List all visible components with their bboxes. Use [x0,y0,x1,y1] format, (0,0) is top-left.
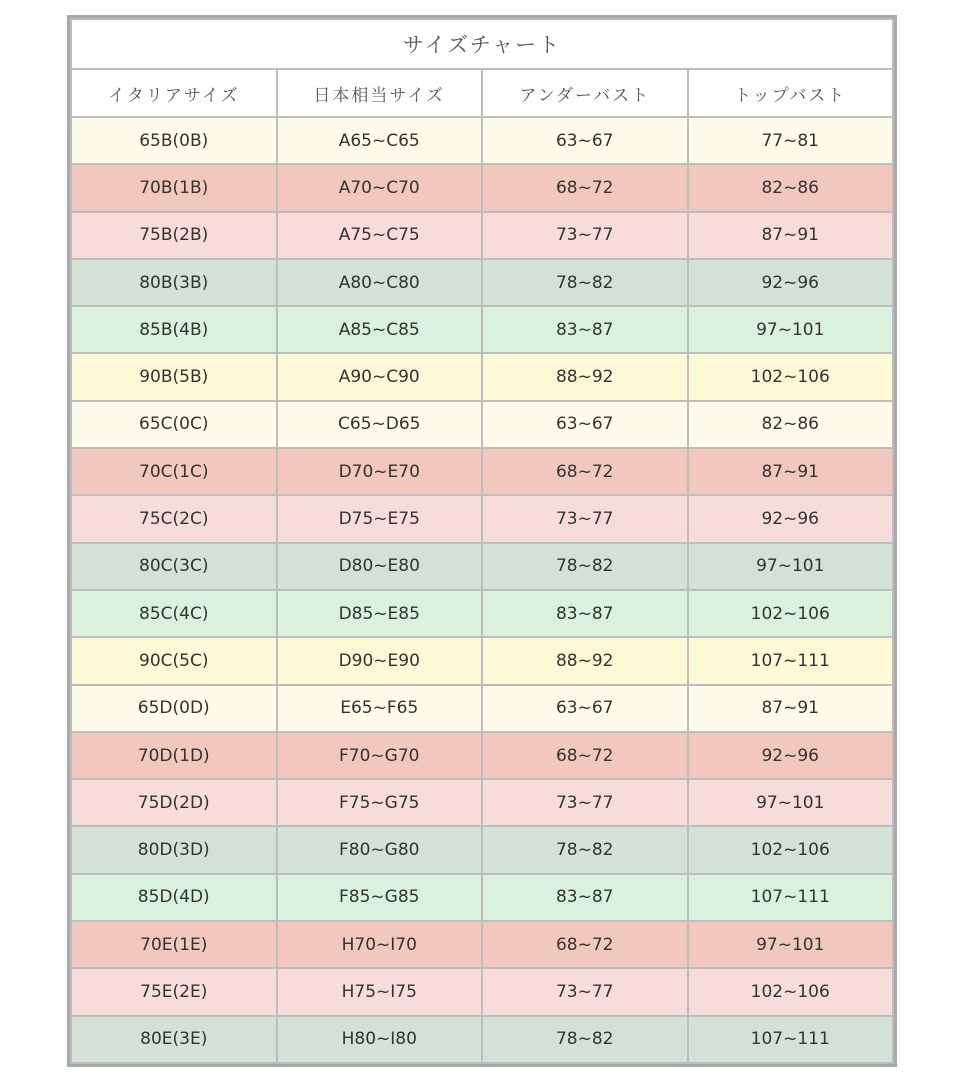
japan-size-cell: E65~F65 [277,685,483,732]
japan-size-cell: D75~E75 [277,495,483,542]
topbust-cell: 92~96 [688,495,894,542]
topbust-cell: 102~106 [688,968,894,1015]
table-row [71,826,893,873]
japan-size-cell: A90~C90 [277,353,483,400]
table-row [71,164,893,211]
italy-size-cell: 75E(2E) [71,968,277,1015]
japan-size-cell: H75~I75 [277,968,483,1015]
table-row [71,779,893,826]
underbust-cell: 78~82 [482,826,688,873]
japan-size-cell: A65~C65 [277,117,483,164]
italy-size-cell: 75B(2B) [71,212,277,259]
underbust-cell: 78~82 [482,543,688,590]
italy-size-cell: 65D(0D) [71,685,277,732]
italy-size-cell: 70E(1E) [71,921,277,968]
japan-size-cell: F75~G75 [277,779,483,826]
japan-size-cell: D90~E90 [277,637,483,684]
table-row [71,353,893,400]
underbust-cell: 88~92 [482,353,688,400]
underbust-cell: 73~77 [482,968,688,1015]
underbust-cell: 73~77 [482,495,688,542]
topbust-cell: 107~111 [688,1016,894,1063]
japan-size-cell: D85~E85 [277,590,483,637]
japan-size-cell: A80~C80 [277,259,483,306]
chart-title: サイズチャート [71,19,893,69]
topbust-cell: 97~101 [688,306,894,353]
underbust-cell: 68~72 [482,732,688,779]
japan-size-cell: H70~I70 [277,921,483,968]
topbust-cell: 87~91 [688,448,894,495]
japan-size-cell: A85~C85 [277,306,483,353]
table-row [71,1016,893,1063]
underbust-cell: 73~77 [482,779,688,826]
table-row [71,637,893,684]
italy-size-cell: 80B(3B) [71,259,277,306]
underbust-cell: 73~77 [482,212,688,259]
japan-size-cell: D80~E80 [277,543,483,590]
japan-size-cell: F80~G80 [277,826,483,873]
table-row [71,543,893,590]
italy-size-cell: 85D(4D) [71,874,277,921]
header-topbust: トップバスト [688,69,894,117]
table-row [71,448,893,495]
italy-size-cell: 70C(1C) [71,448,277,495]
italy-size-cell: 65B(0B) [71,117,277,164]
table-row [71,732,893,779]
title-row [71,19,893,69]
header-underbust: アンダーバスト [482,69,688,117]
table-row [71,306,893,353]
underbust-cell: 88~92 [482,637,688,684]
topbust-cell: 102~106 [688,353,894,400]
italy-size-cell: 75C(2C) [71,495,277,542]
underbust-cell: 68~72 [482,448,688,495]
table-row [71,495,893,542]
topbust-cell: 97~101 [688,543,894,590]
header-japan-size: 日本相当サイズ [277,69,483,117]
table-row [71,259,893,306]
japan-size-cell: H80~I80 [277,1016,483,1063]
topbust-cell: 102~106 [688,826,894,873]
topbust-cell: 92~96 [688,259,894,306]
topbust-cell: 77~81 [688,117,894,164]
topbust-cell: 97~101 [688,779,894,826]
italy-size-cell: 90B(5B) [71,353,277,400]
underbust-cell: 68~72 [482,164,688,211]
italy-size-cell: 70B(1B) [71,164,277,211]
underbust-cell: 68~72 [482,921,688,968]
underbust-cell: 83~87 [482,590,688,637]
table-row [71,685,893,732]
underbust-cell: 78~82 [482,259,688,306]
table-row [71,401,893,448]
header-italy-size: イタリアサイズ [71,69,277,117]
size-chart [67,15,897,1067]
italy-size-cell: 90C(5C) [71,637,277,684]
topbust-cell: 102~106 [688,590,894,637]
topbust-cell: 97~101 [688,921,894,968]
topbust-cell: 107~111 [688,874,894,921]
japan-size-cell: F85~G85 [277,874,483,921]
topbust-cell: 87~91 [688,685,894,732]
italy-size-cell: 65C(0C) [71,401,277,448]
underbust-cell: 63~67 [482,117,688,164]
italy-size-cell: 85C(4C) [71,590,277,637]
table-row [71,590,893,637]
table-row [71,212,893,259]
italy-size-cell: 80E(3E) [71,1016,277,1063]
japan-size-cell: A75~C75 [277,212,483,259]
table-body [71,117,893,1063]
underbust-cell: 63~67 [482,401,688,448]
underbust-cell: 83~87 [482,306,688,353]
italy-size-cell: 80D(3D) [71,826,277,873]
italy-size-cell: 70D(1D) [71,732,277,779]
underbust-cell: 63~67 [482,685,688,732]
topbust-cell: 87~91 [688,212,894,259]
table-row [71,117,893,164]
italy-size-cell: 75D(2D) [71,779,277,826]
topbust-cell: 82~86 [688,401,894,448]
japan-size-cell: F70~G70 [277,732,483,779]
italy-size-cell: 85B(4B) [71,306,277,353]
japan-size-cell: D70~E70 [277,448,483,495]
italy-size-cell: 80C(3C) [71,543,277,590]
table-row [71,968,893,1015]
japan-size-cell: A70~C70 [277,164,483,211]
topbust-cell: 92~96 [688,732,894,779]
underbust-cell: 83~87 [482,874,688,921]
size-chart-table [70,18,894,1064]
table-row [71,874,893,921]
topbust-cell: 82~86 [688,164,894,211]
topbust-cell: 107~111 [688,637,894,684]
japan-size-cell: C65~D65 [277,401,483,448]
table-row [71,921,893,968]
underbust-cell: 78~82 [482,1016,688,1063]
header-row [71,69,893,117]
